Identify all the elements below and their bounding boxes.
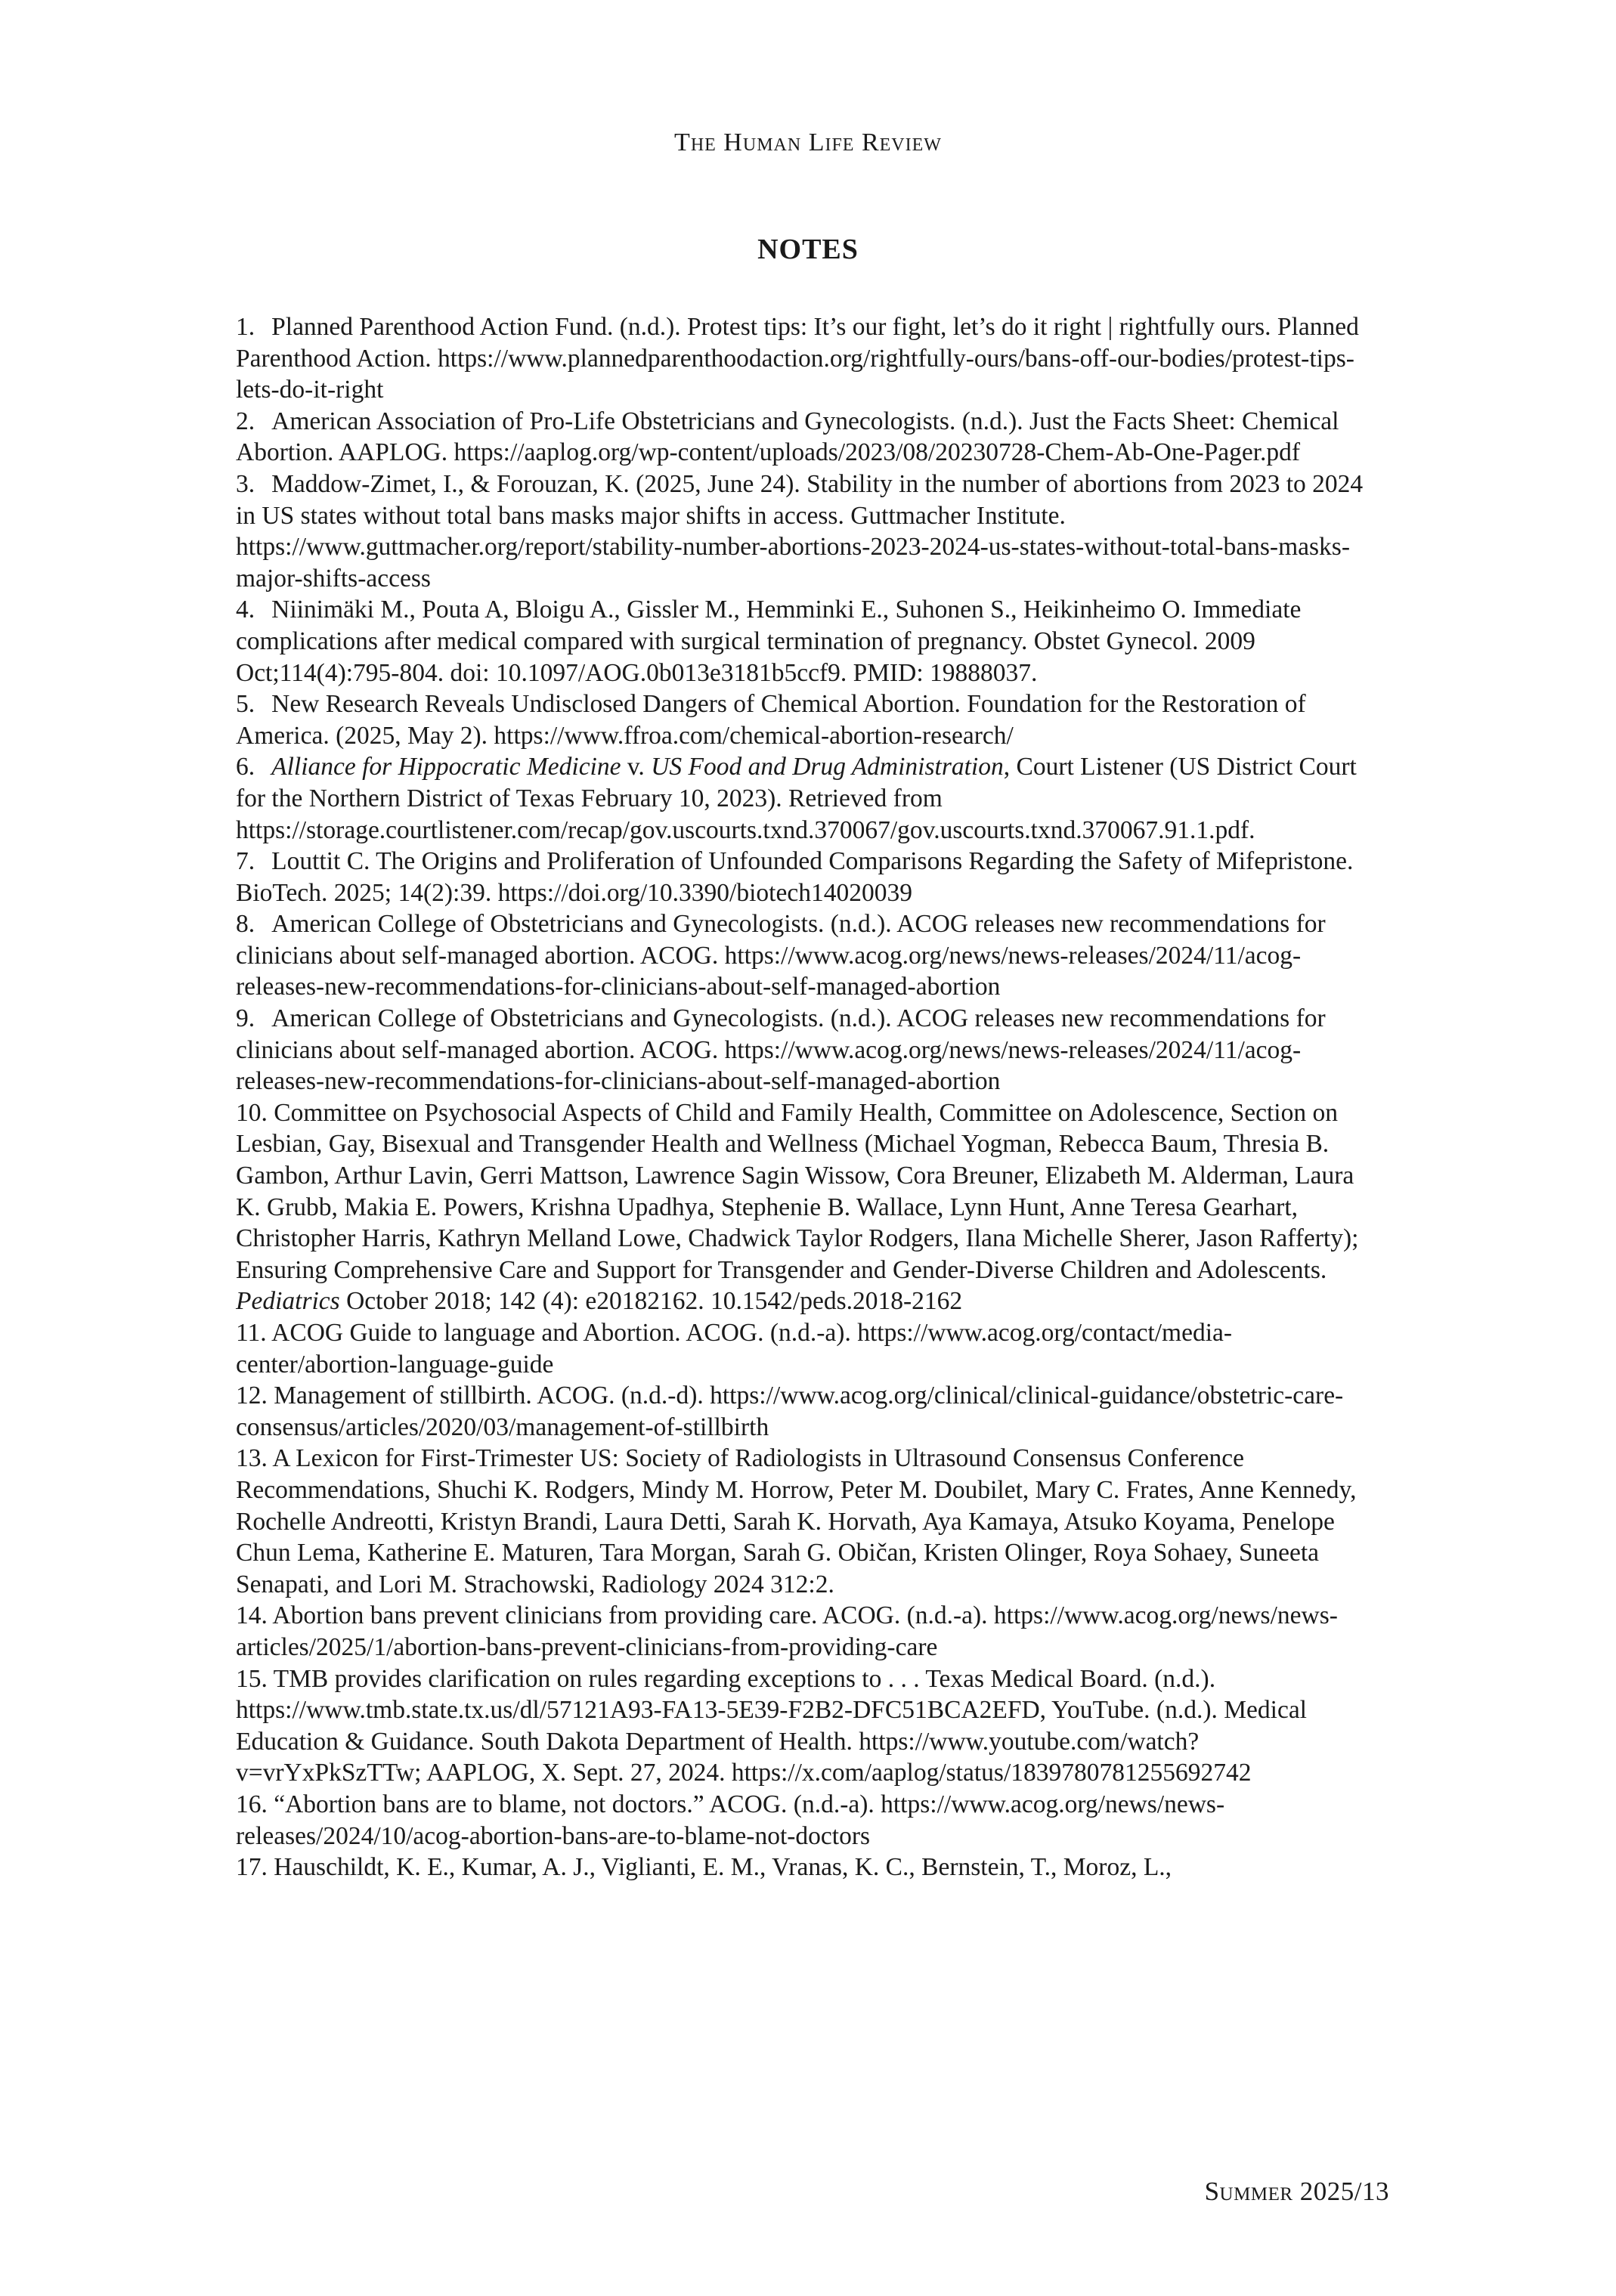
note-number: 13. (236, 1444, 268, 1473)
note-8 (236, 908, 1383, 1003)
case-name-defendant: US Food and Drug Administration (651, 753, 1004, 781)
note-1 (236, 311, 1383, 406)
page-folio: Summer 2025/13 (1204, 2177, 1389, 2206)
note-7 (236, 846, 1383, 908)
note-text: Maddow-Zimet, I., & Forouzan, K. (2025, June 24). Stability in the number of abortions from 2023 to 2024 in US states without total bans masks major shifts in access. Guttmacher Institute. https://www.guttmacher.org/report/stability-number-abortions-2023-2024-us-states-without-total-bans-masks-major-shifts-access (236, 469, 1364, 593)
note-text: American College of Obstetricians and Gynecologists. (n.d.). ACOG releases new recommendations for clinicians about self-managed abortion. ACOG. https://www.acog.org/news/news-releases/2024/11/acog-releases-new-recommendations-for-clinicians-about-self-managed-abortion (236, 1004, 1326, 1096)
note-text: “Abortion bans are to blame, not doctors.” ACOG. (n.d.-a). https://www.acog.org/news/news-releases/2024/10/acog-abortion-bans-are-to-blame-not-doctors (236, 1790, 1225, 1850)
note-text: ACOG Guide to language and Abortion. ACOG. (n.d.-a). https://www.acog.org/contact/media-center/abortion-language-guide (236, 1319, 1233, 1379)
note-number: 7. (236, 847, 255, 876)
case-name-plaintiff: Alliance for Hippocratic Medicine (271, 753, 621, 781)
note-14 (236, 1600, 1383, 1663)
notes-list (236, 311, 1383, 1883)
note-text: v. (621, 753, 652, 781)
note-number: 12. (236, 1382, 268, 1410)
notes-title: NOTES (757, 234, 859, 265)
note-text: A Lexicon for First-Trimester US: Society of Radiologists in Ultrasound Consensus Conference Recommendations, Shuchi K. Rodgers, Mindy M. Horrow, Peter M. Doubilet, Mary C. Frates, Anne Kennedy, Rochelle Andreotti, Kristyn Brandi, Laura Detti, Sarah K. Horvath, Aya Kamaya, Atsuko Koyama, Penelope Chun Lema, Katherine E. Maturen, Tara Morgan, Sarah G. Običan, Kristen Olinger, Roya Sohaey, Suneeta Senapati, and Lori M. Strachowski, Radiology 2024 312:2. (236, 1444, 1357, 1598)
note-number: 15. (236, 1664, 268, 1693)
note-number: 5. (236, 690, 255, 719)
note-16 (236, 1789, 1383, 1852)
note-4 (236, 594, 1383, 688)
note-10 (236, 1097, 1383, 1317)
note-text: , Court Listener (US District Court for the Northern District of Texas February 10, 2023). Retrieved from https://storage.courtlistener.com/recap/gov.uscourts.txnd.370067/gov.uscourts.txnd.370067.91.1.pdf. (236, 753, 1357, 844)
journal-title: Pediatrics (236, 1287, 340, 1316)
note-number: 2. (236, 407, 255, 435)
note-number: 6. (236, 753, 255, 781)
note-number: 11. (236, 1319, 267, 1347)
note-text: Hauschildt, K. E., Kumar, A. J., Viglianti, E. M., Vranas, K. C., Bernstein, T., Moroz, L., (274, 1853, 1172, 1882)
note-number: 3. (236, 469, 255, 498)
note-12 (236, 1380, 1383, 1443)
note-13 (236, 1443, 1383, 1600)
note-3 (236, 469, 1383, 594)
note-number: 4. (236, 596, 255, 624)
note-text: New Research Reveals Undisclosed Dangers of Chemical Abortion. Foundation for the Restoration of America. (2025, May 2). https://www.ffroa.com/chemical-abortion-research/ (236, 690, 1306, 750)
note-text: Management of stillbirth. ACOG. (n.d.-d). https://www.acog.org/clinical/clinical-guidance/obstetric-care-consensus/articles/2020/03/management-of-stillbirth (236, 1382, 1344, 1441)
note-number: 8. (236, 910, 255, 939)
note-number: 10. (236, 1098, 268, 1127)
note-2 (236, 406, 1383, 469)
note-text: TMB provides clarification on rules regarding exceptions to . . . Texas Medical Board. (n.d.). https://www.tmb.state.tx.us/dl/57121A93-FA13-5E39-F2B2-DFC51BCA2EFD, YouTube. (n.d.). Medical Education & Guidance. South Dakota Department of Health. https://www.youtube.com/watch?v=vrYxPkSzTTw; AAPLOG, X. Sept. 27, 2024. https://x.com/aaplog/status/1839780781255692742 (236, 1664, 1307, 1787)
note-text: October 2018; 142 (4): e20182162. 10.1542/peds.2018-2162 (339, 1287, 963, 1316)
running-head: The Human Life Review (674, 128, 942, 156)
note-text: American Association of Pro-Life Obstetricians and Gynecologists. (n.d.). Just the Facts Sheet: Chemical Abortion. AAPLOG. https://aaplog.org/wp-content/uploads/2023/08/20230728-Chem-Ab-One-Pager.pdf (236, 407, 1339, 467)
note-text: American College of Obstetricians and Gynecologists. (n.d.). ACOG releases new recommendations for clinicians about self-managed abortion. ACOG. https://www.acog.org/news/news-releases/2024/11/acog-releases-new-recommendations-for-clinicians-about-self-managed-abortion (236, 910, 1326, 1001)
note-5 (236, 688, 1383, 751)
note-number: 14. (236, 1601, 268, 1630)
note-6 (236, 751, 1383, 846)
note-text: Planned Parenthood Action Fund. (n.d.). Protest tips: It’s our fight, let’s do it right | rightfully ours. Planned Parenthood Action. https://www.plannedparenthoodaction.org/rightfully-ours/bans-off-our-bodies/protest-tips-lets-do-it-right (236, 313, 1359, 404)
note-number: 9. (236, 1004, 255, 1033)
note-number: 1. (236, 313, 255, 341)
note-text: Abortion bans prevent clinicians from providing care. ACOG. (n.d.-a). https://www.acog.org/news/news-articles/2025/1/abortion-bans-prevent-clinicians-from-providing-care (236, 1601, 1338, 1661)
note-number: 17. (236, 1853, 268, 1882)
note-number: 16. (236, 1790, 268, 1818)
note-text: Niinimäki M., Pouta A, Bloigu A., Gissler M., Hemminki E., Suhonen S., Heikinheimo O. Immediate complications after medical compared with surgical termination of pregnancy. Obstet Gynecol. 2009 Oct;114(4):795-804. doi: 10.1097/AOG.0b013e3181b5ccf9. PMID: 19888037. (236, 596, 1302, 687)
note-15 (236, 1663, 1383, 1789)
note-text: Committee on Psychosocial Aspects of Child and Family Health, Committee on Adolescence, Section on Lesbian, Gay, Bisexual and Transgender Health and Wellness (Michael Yogman, Rebecca Baum, Thresia B. Gambon, Arthur Lavin, Gerri Mattson, Lawrence Sagin Wissow, Cora Breuner, Elizabeth M. Alderman, Laura K. Grubb, Makia E. Powers, Krishna Upadhya, Stephenie B. Wallace, Lynn Hunt, Anne Teresa Gearhart, Christopher Harris, Kathryn Melland Lowe, Chadwick Taylor Rodgers, Ilana Michelle Sherer, Jason Rafferty); Ensuring Comprehensive Care and Support for Transgender and Gender-Diverse Children and Adolescents. (236, 1098, 1359, 1284)
note-9 (236, 1003, 1383, 1097)
note-17 (236, 1852, 1383, 1883)
note-11 (236, 1317, 1383, 1380)
note-text: Louttit C. The Origins and Proliferation of Unfounded Comparisons Regarding the Safety of Mifepristone. BioTech. 2025; 14(2):39. https://doi.org/10.3390/biotech14020039 (236, 847, 1354, 907)
